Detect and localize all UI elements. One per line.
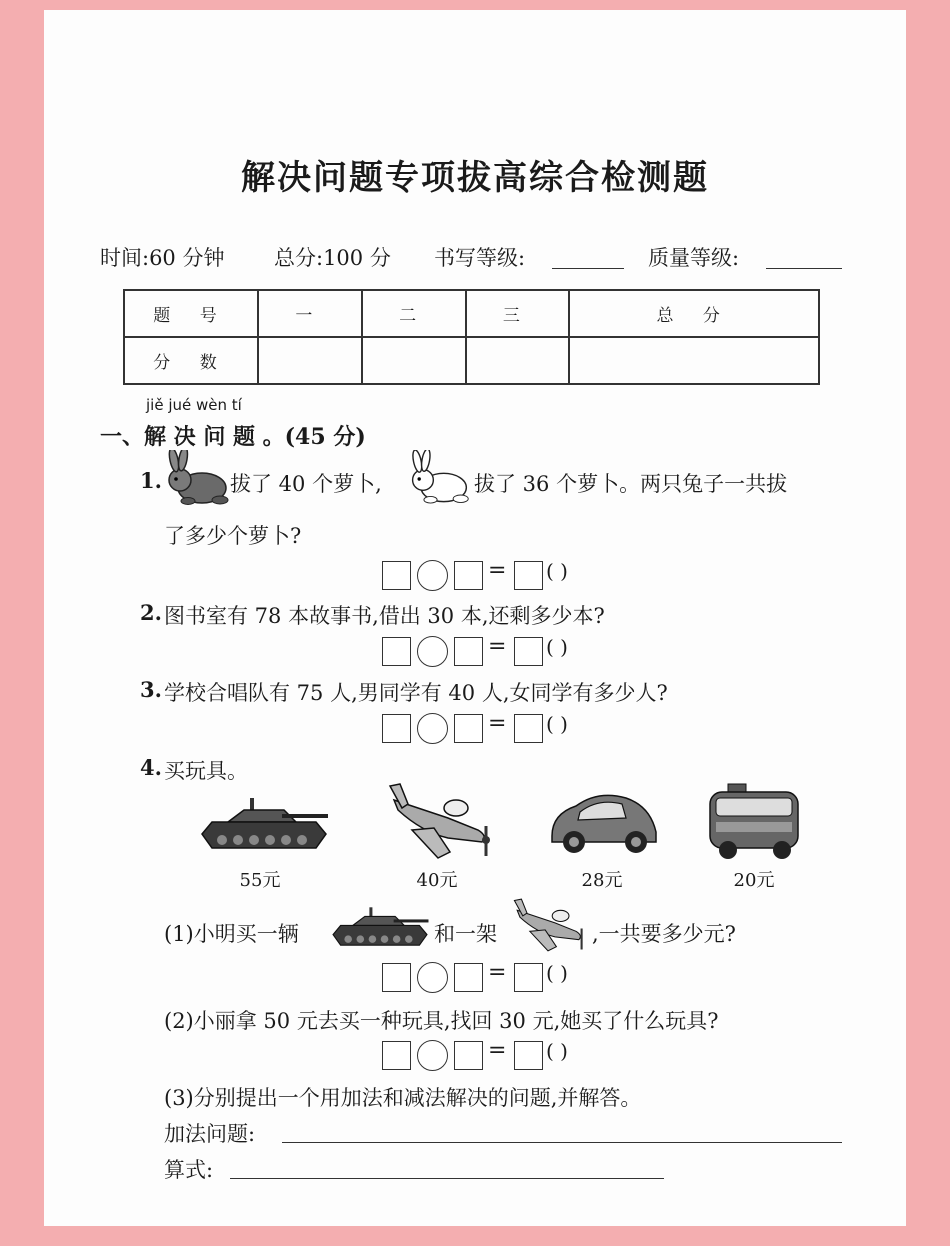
operator-circle[interactable]: [417, 1040, 448, 1071]
formula-label: 算式:: [164, 1158, 214, 1182]
section-heading: 一、解 决 问 题 。(45 分): [100, 424, 366, 450]
equation-row: [382, 713, 642, 745]
quality-grade-label: 质量等级:: [648, 246, 740, 270]
tank-icon: [198, 792, 330, 860]
subquestion-text: (2)小丽拿 50 元去买一种玩具,找回 30 元,她买了什么玩具?: [164, 1009, 719, 1033]
answer-box[interactable]: [454, 561, 483, 590]
subquestion-text: (1)小明买一辆: [164, 922, 299, 946]
answer-box[interactable]: [382, 637, 411, 666]
price-label: 20元: [733, 870, 775, 891]
addition-question-label: 加法问题:: [164, 1122, 256, 1146]
table-header-cell: 题 号: [124, 290, 258, 337]
subquestion-text: (3)分别提出一个用加法和减法解决的问题,并解答。: [164, 1086, 642, 1110]
answer-box[interactable]: [514, 1041, 543, 1070]
tank-icon: [330, 898, 430, 960]
equation-row: [382, 962, 642, 994]
equals-sign: =: [488, 711, 507, 736]
table-row: [124, 337, 819, 384]
price-label: 28元: [581, 870, 623, 891]
answer-box[interactable]: [454, 1041, 483, 1070]
table-header-cell: 一: [258, 290, 362, 337]
unit-blank[interactable]: ( ): [546, 559, 568, 583]
question-text: 买玩具。: [164, 759, 248, 783]
score-table: [123, 289, 820, 385]
answer-box[interactable]: [454, 963, 483, 992]
question-text: 了多少个萝卜?: [164, 524, 302, 548]
score-cell[interactable]: [466, 337, 570, 384]
question-number: 1.: [140, 468, 162, 493]
answer-box[interactable]: [382, 1041, 411, 1070]
equals-sign: =: [488, 960, 507, 985]
operator-circle[interactable]: [417, 636, 448, 667]
table-row: [124, 290, 819, 337]
question-text: 学校合唱队有 75 人,男同学有 40 人,女同学有多少人?: [164, 681, 668, 705]
airplane-icon: [378, 778, 498, 868]
operator-circle[interactable]: [417, 713, 448, 744]
answer-box[interactable]: [454, 637, 483, 666]
question-text: 拔了 40 个萝卜,: [230, 472, 382, 496]
answer-box[interactable]: [514, 963, 543, 992]
page-title: 解决问题专项拔高综合检测题: [241, 158, 709, 198]
bus-icon: [706, 782, 804, 866]
table-header-cell: 二: [362, 290, 466, 337]
equals-sign: =: [488, 1038, 507, 1063]
rabbit-icon: [162, 450, 232, 512]
total-score-label: 总分:100 分: [274, 246, 391, 270]
addition-question-blank[interactable]: [282, 1142, 842, 1143]
time-label: 时间:60 分钟: [100, 246, 225, 270]
answer-box[interactable]: [514, 561, 543, 590]
unit-blank[interactable]: ( ): [546, 712, 568, 736]
writing-grade-blank[interactable]: [552, 268, 624, 269]
answer-box[interactable]: [382, 963, 411, 992]
question-number: 3.: [140, 677, 162, 702]
score-cell[interactable]: [569, 337, 819, 384]
equation-row: [382, 1040, 642, 1072]
price-label: 40元: [416, 870, 458, 891]
writing-grade-label: 书写等级:: [434, 246, 526, 270]
unit-blank[interactable]: ( ): [546, 961, 568, 985]
question-number: 2.: [140, 600, 162, 625]
table-row-label: 分 数: [124, 337, 258, 384]
subquestion-text: ,一共要多少元?: [592, 922, 736, 946]
answer-box[interactable]: [514, 714, 543, 743]
answer-box[interactable]: [514, 637, 543, 666]
answer-box[interactable]: [382, 714, 411, 743]
airplane-icon: [506, 894, 590, 960]
operator-circle[interactable]: [417, 962, 448, 993]
equals-sign: =: [488, 558, 507, 583]
car-icon: [546, 784, 662, 864]
price-label: 55元: [239, 870, 281, 891]
question-number: 4.: [140, 755, 162, 780]
subquestion-text: 和一架: [434, 922, 497, 946]
quality-grade-blank[interactable]: [766, 268, 842, 269]
operator-circle[interactable]: [417, 560, 448, 591]
answer-box[interactable]: [454, 714, 483, 743]
table-header-cell: 三: [466, 290, 570, 337]
score-cell[interactable]: [362, 337, 466, 384]
unit-blank[interactable]: ( ): [546, 635, 568, 659]
unit-blank[interactable]: ( ): [546, 1039, 568, 1063]
equation-row: [382, 636, 642, 668]
score-cell[interactable]: [258, 337, 362, 384]
answer-box[interactable]: [382, 561, 411, 590]
question-text: 图书室有 78 本故事书,借出 30 本,还剩多少本?: [164, 604, 605, 628]
equation-row: [382, 560, 642, 592]
formula-blank[interactable]: [230, 1178, 664, 1179]
question-text: 拔了 36 个萝卜。两只兔子一共拔: [474, 472, 788, 496]
worksheet: [44, 10, 906, 1226]
rabbit-icon: [406, 450, 472, 512]
table-header-cell: 总 分: [569, 290, 819, 337]
section-pinyin: jiě jué wèn tí: [146, 396, 242, 414]
equals-sign: =: [488, 634, 507, 659]
